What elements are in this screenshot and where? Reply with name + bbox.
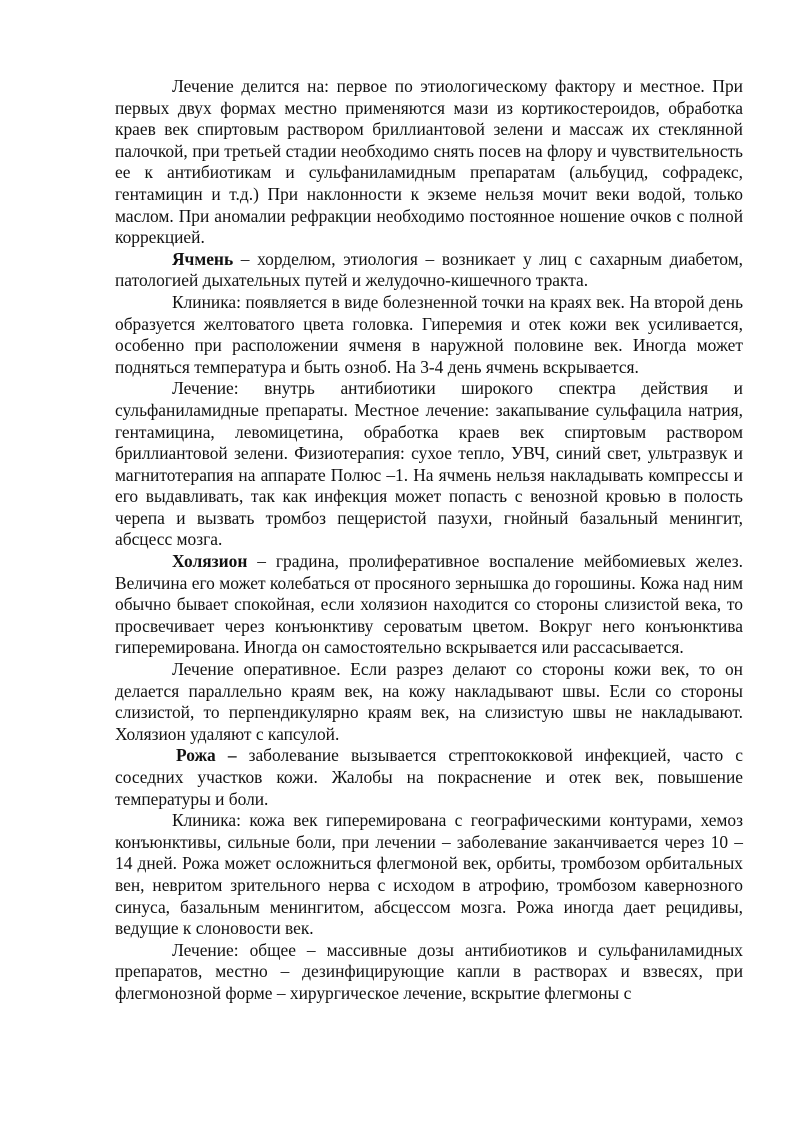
- paragraph-treatment-blepharitis: [115, 76, 743, 249]
- paragraph-text: Лечение оперативное. Если разрез делают со стороны кожи век, то он делается параллельно краям век, на кожу накладывают швы. Если со стороны слизистой, то перпендикулярно краям век, на слизистую швы не накладывают. Холязион удаляют с капсулой.: [115, 659, 743, 744]
- paragraph-hordeolum-clinic: [115, 292, 743, 378]
- paragraph-text: Лечение делится на: первое по этиологическому фактору и местное. При первых двух формах местно применяются мази из кортикостероидов, обработка краев век спиртовым раствором бриллиантовой зелени и массаж их стеклянной палочкой, при третьей стадии необходимо снять посев на флору и чувствительность ее к антибиотикам и сульфаниламидным препаратам (альбуцид, софрадекс, гентамицин и т.д.) При наклонности к экземе нельзя мочит веки водой, только маслом. При аномалии рефракции необходимо постоянное ношение очков с полной коррекцией.: [115, 76, 743, 248]
- paragraph-term: Рожа –: [176, 745, 237, 766]
- paragraph-text: заболевание вызывается стрептококковой инфекцией, часто с соседних участков кожи. Жалобы на покраснение и отек век, повышение температуры и боли.: [115, 745, 743, 809]
- paragraph-erysipelas-clinic: [115, 810, 743, 940]
- paragraph-erysipelas-definition: [115, 745, 743, 810]
- paragraph-text: – градина, пролиферативное воспаление мейбомиевых желез. Величина его может колебаться от просяного зернышка до горошины. Кожа над ним обычно бывает спокойная, если холязион находится со стороны слизистой века, то просвечивает через конъюнктиву сероватым цветом. Вокруг него конъюнктива гиперемирована. Иногда он самостоятельно вскрывается или рассасывается.: [115, 551, 743, 658]
- paragraph-text: Клиника: появляется в виде болезненной точки на краях век. На второй день образуется желтоватого цвета головка. Гиперемия и отек кожи век усиливается, особенно при расположении ячменя в наружной половине век. Иногда может подняться температура и быть озноб. На 3-4 день ячмень вскрывается.: [115, 291, 743, 377]
- paragraph-hordeolum-definition: [115, 249, 743, 292]
- paragraph-chalazion-definition: [115, 551, 743, 659]
- paragraph-text: Клиника: кожа век гиперемирована с географическими контурами, хемоз конъюнктивы, сильные боли, при лечении – заболевание заканчивается через 10 – 14 дней. Рожа может осложниться флегмоной век, орбиты, тромбозом орбитальных вен, невритом зрительного нерва с исходом в атрофию, тромбозом кавернозного синуса, базальным менингитом, абсцессом мозга. Рожа иногда дает рецидивы, ведущие к слоновости век.: [115, 810, 743, 939]
- paragraph-term: Ячмень: [172, 248, 234, 269]
- paragraph-text: Лечение: общее – массивные дозы антибиотиков и сульфаниламидных препаратов, местно – дезинфицирующие капли в растворах и взвесях, при флегмонозной форме – хирургическое лечение, вскрытие флегмоны с: [115, 939, 743, 1003]
- paragraph-term: Холязион: [172, 551, 248, 572]
- document-page: [115, 76, 743, 1005]
- paragraph-text: Лечение: внутрь антибиотики широкого спектра действия и сульфаниламидные препараты. Местное лечение: закапывание сульфацила натрия, гентамицина, левомицетина, обработка краев век спиртовым раствором бриллиантовой зелени. Физиотерапия: сухое тепло, УВЧ, синий свет, ультразвук и магнитотерапия на аппарате Полюс –1. На ячмень нельзя накладывать компрессы и его выдавливать, так как инфекция может попасть с венозной кровью в полость черепа и вызвать тромбоз пещеристой пазухи, гнойный базальный менингит, абсцесс мозга.: [115, 378, 743, 550]
- paragraph-erysipelas-treatment: [115, 940, 743, 1005]
- paragraph-text: – хорделюм, этиология – возникает у лиц с сахарным диабетом, патологией дыхательных путей и желудочно-кишечного тракта.: [115, 248, 743, 291]
- paragraph-chalazion-treatment: [115, 659, 743, 745]
- paragraph-hordeolum-treatment: [115, 378, 743, 551]
